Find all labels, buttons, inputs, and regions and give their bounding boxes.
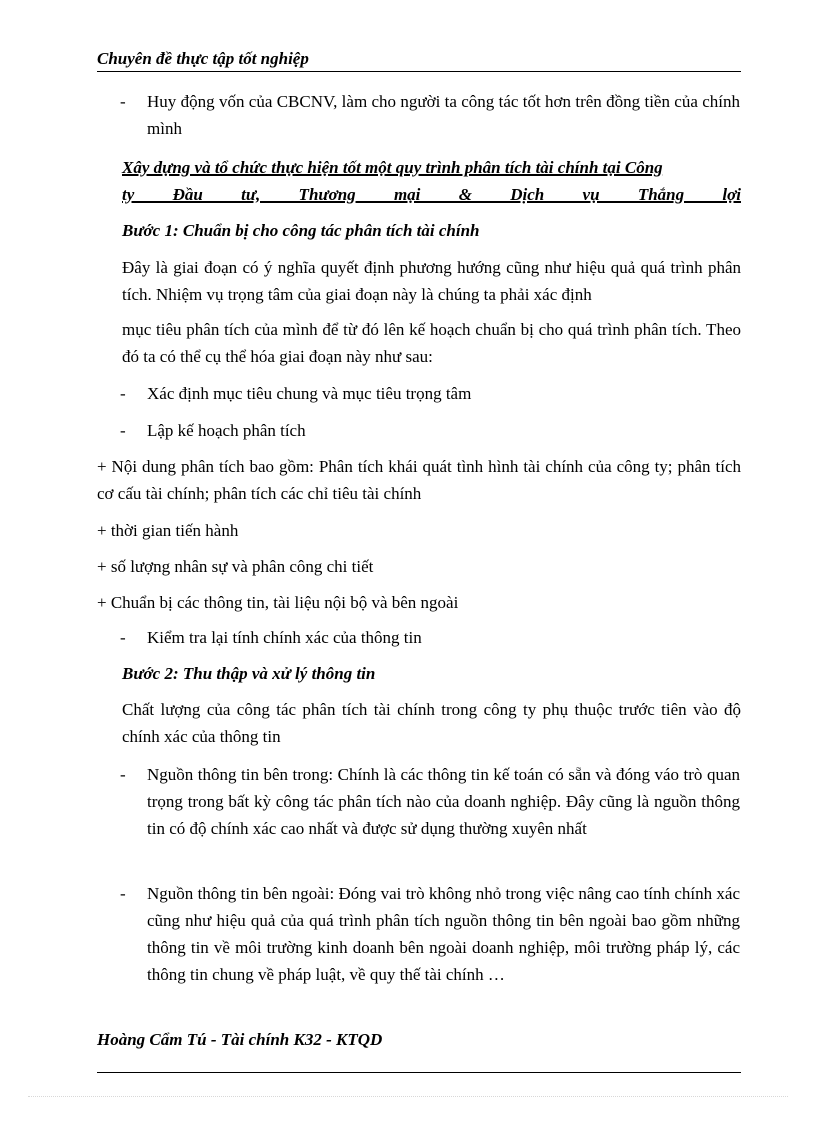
bullet-dash: - [120,765,126,784]
bullet-item-plan-analysis: Lập kế hoạch phân tích [147,421,306,440]
bullet-dash: - [120,384,126,403]
page-edge [28,1096,788,1097]
section-heading-line2: ty Đầu tư, Thương mại & Dịch vụ Thắng lợi [122,185,741,204]
step-2-heading: Bước 2: Thu thập và xử lý thông tin [122,664,376,683]
bullet-item-external-sources: Nguồn thông tin bên ngoài: Đóng vai trò không nhỏ trong việc nâng cao tính chính xác cũng như hiệu quả của quá trình phân tích nguồn thông tin bên ngoài bao gồm những thông tin về môi trường kinh doanh bên ngoài doanh nghiệp, môi trường pháp lý, các thông tin chung về pháp luật, về quy thế tài chính … [147,884,740,984]
bullet-item-define-goals: Xác định mục tiêu chung và mục tiêu trọng tâm [147,384,472,403]
bullet-item-verify-info: Kiểm tra lại tính chính xác của thông tin [147,628,422,647]
bullet-item-mobilize-capital: Huy động vốn của CBCNV, làm cho người ta công tác tốt hơn trên đồng tiền của chính mình [147,92,740,138]
plus-item-timing: + thời gian tiến hành [97,521,239,540]
footer-divider [97,1072,741,1073]
plus-item-content: + Nội dung phân tích bao gồm: Phân tích khái quát tình hình tài chính của công ty; phân tích cơ cấu tài chính; phân tích các chỉ tiêu tài chính [97,457,741,503]
bullet-dash: - [120,421,126,440]
bullet-dash: - [120,92,126,111]
bullet-item-internal-sources: Nguồn thông tin bên trong: Chính là các thông tin kế toán có sẵn và đóng váo trò quan trọng trong bất kỳ công tác phân tích nào của doanh nghiệp. Đây cũng là nguồn thông tin có độ chính xác cao nhất và được sử dụng thường xuyên nhất [147,765,740,838]
bullet-dash: - [120,884,126,903]
section-heading-line1: Xây dựng và tổ chức thực hiện tốt một quy trình phân tích tài chính tại Công [122,158,663,177]
page-header-title: Chuyên đề thực tập tốt nghiệp [97,48,741,72]
page-footer-author: Hoàng Cẩm Tú - Tài chính K32 - KTQD [97,1030,383,1049]
plus-item-prepare-info: + Chuẩn bị các thông tin, tài liệu nội bộ và bên ngoài [97,593,459,612]
bullet-dash: - [120,628,126,647]
plus-item-staffing: + số lượng nhân sự và phân công chi tiết [97,557,374,576]
paragraph-analysis-goals: mục tiêu phân tích của mình để từ đó lên kế hoạch chuẩn bị cho quá trình phân tích. Theo đó ta có thể cụ thể hóa giai đoạn này như sau: [122,320,741,366]
paragraph-info-quality: Chất lượng của công tác phân tích tài chính trong công ty phụ thuộc trước tiên vào độ chính xác của thông tin [122,700,741,746]
paragraph-phase-intro: Đây là giai đoạn có ý nghĩa quyết định phương hướng cũng như hiệu quả quá trình phân tích. Nhiệm vụ trọng tâm của giai đoạn này là chúng ta phải xác định [122,258,741,304]
step-1-heading: Bước 1: Chuẩn bị cho công tác phân tích tài chính [122,221,480,240]
